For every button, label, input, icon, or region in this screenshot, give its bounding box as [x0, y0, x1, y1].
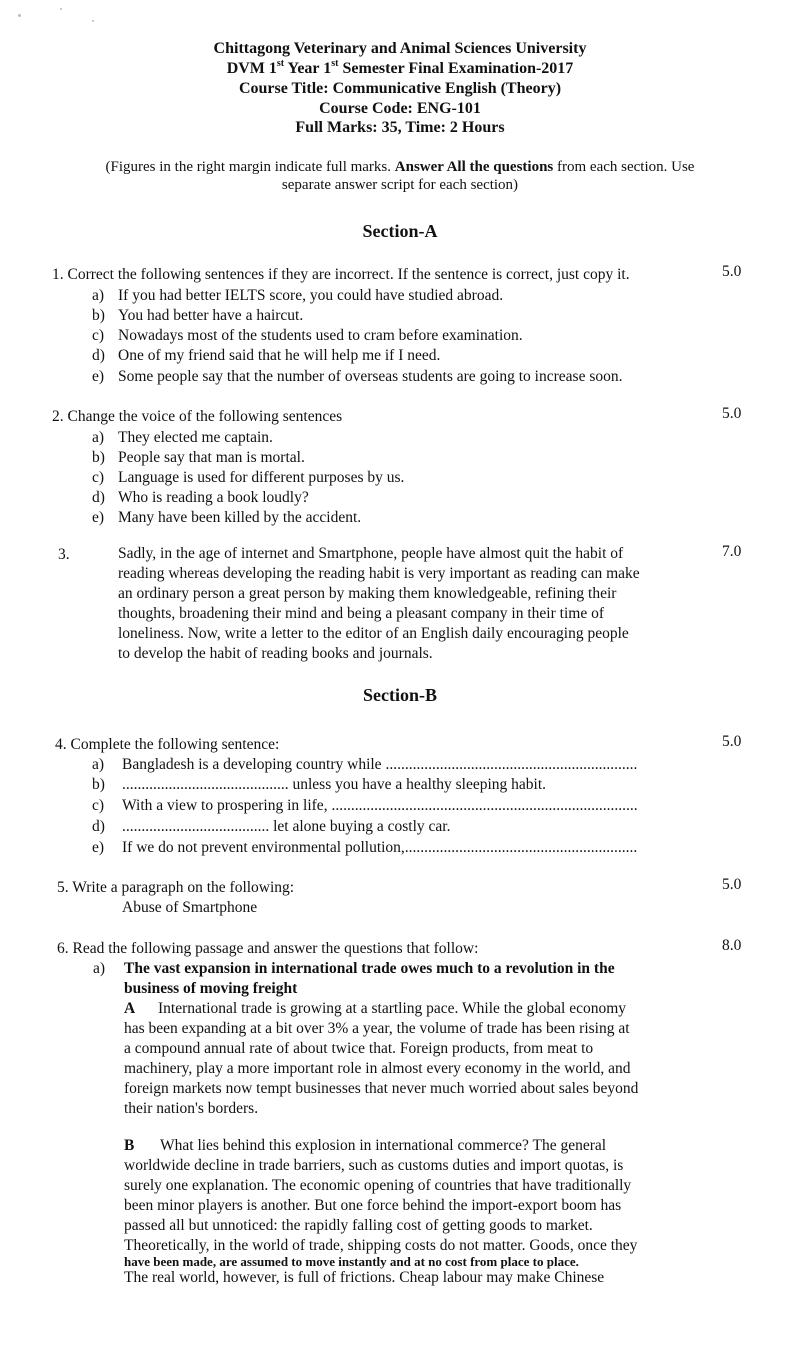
question-6-text: 6. Read the following passage and answer the questions that follow: — [57, 940, 479, 957]
question-4-text: 4. Complete the following sentence: — [55, 736, 280, 753]
course-title: Course Title: Communicative English (Theory) — [238, 80, 562, 97]
section-b-title: Section-B — [363, 685, 437, 705]
marks-time: Full Marks: 35, Time: 2 Hours — [295, 119, 505, 136]
q4-item-label: b) — [92, 776, 105, 793]
q2-item-text: Many have been killed by the accident. — [118, 509, 362, 526]
q4-item-text: Bangladesh is a developing country while ................................................................. — [122, 756, 638, 773]
q4-item-text: If we do not prevent environmental pollution,............................................................ — [122, 839, 638, 856]
course-code: Course Code: ENG-101 — [319, 100, 481, 117]
q1-item-text: You had better have a haircut. — [118, 307, 304, 324]
question-5-marks: 5.0 — [722, 876, 742, 893]
q3-line: loneliness. Now, write a letter to the editor of an English daily encouraging people — [118, 625, 629, 642]
section-a-title: Section-A — [362, 221, 438, 241]
q1-item-text: Nowadays most of the students used to cram before examination. — [118, 327, 523, 344]
question-3-marks: 7.0 — [722, 543, 742, 560]
paragraph-b-line: The real world, however, is full of frictions. Cheap labour may make Chinese — [124, 1269, 605, 1286]
q4-item-label: a) — [92, 756, 105, 773]
exam-title: DVM 1st Year 1st Semester Final Examination-2017 — [226, 58, 574, 77]
paragraph-a-line: foreign markets now tempt businesses that never much worried about sales beyond — [124, 1080, 639, 1097]
paragraph-b-line: worldwide decline in trade barriers, such as customs duties and import quotas, is — [124, 1157, 624, 1174]
question-5-text: 5. Write a paragraph on the following: — [57, 879, 295, 896]
question-2-marks: 5.0 — [722, 405, 742, 422]
q5-topic: Abuse of Smartphone — [122, 899, 258, 916]
paragraph-a-label: A — [124, 1000, 136, 1017]
question-3-number: 3. — [58, 546, 70, 563]
q4-item-text: ........................................... unless you have a healthy sleeping habit. — [122, 776, 547, 793]
question-2-text: 2. Change the voice of the following sentences — [52, 408, 343, 425]
q4-item-text: With a view to prospering in life, ............................................................................... — [122, 797, 638, 814]
q3-line: Sadly, in the age of internet and Smartphone, people have almost quit the habit of — [118, 545, 624, 562]
university-name: Chittagong Veterinary and Animal Sciences University — [213, 40, 587, 57]
q4-item-text: ...................................... let alone buying a costly car. — [122, 818, 451, 835]
instructions: (Figures in the right margin indicate full marks. Answer All the questions from each section. Use separate answer script for each section) — [105, 159, 695, 193]
paragraph-a-line: a compound annual rate of about twice that. Foreign products, from meat to — [124, 1040, 594, 1057]
paragraph-a-line: their nation's borders. — [124, 1100, 259, 1117]
q1-item-label: e) — [92, 368, 105, 385]
question-1-text: 1. Correct the following sentences if they are incorrect. If the sentence is correct, just copy it. — [52, 266, 630, 283]
paragraph-a-line: International trade is growing at a startling pace. While the global economy — [158, 1000, 627, 1017]
q1-item-text: One of my friend said that he will help me if I need. — [118, 347, 441, 364]
paragraph-b-line: been minor players is another. But one force behind the import-export boom has — [124, 1197, 622, 1214]
paragraph-a-line: has been expanding at a bit over 3% a year, the volume of trade has been rising at — [124, 1020, 630, 1037]
q3-line: thoughts, broadening their mind and being a pleasant company in their time of — [118, 605, 604, 622]
q2-item-label: a) — [92, 429, 105, 446]
passage-heading-line: business of moving freight — [124, 980, 298, 997]
paragraph-b-line: What lies behind this explosion in international commerce? The general — [160, 1137, 607, 1154]
paragraph-b-line: Theoretically, in the world of trade, shipping costs do not matter. Goods, once they — [124, 1237, 638, 1254]
q6-sub-label: a) — [93, 960, 106, 977]
q2-item-label: c) — [92, 469, 105, 486]
scan-speck — [18, 14, 21, 17]
q2-item-text: People say that man is mortal. — [118, 449, 305, 466]
q4-item-label: e) — [92, 839, 105, 856]
q1-item-label: c) — [92, 327, 105, 344]
q1-item-text: If you had better IELTS score, you could have studied abroad. — [118, 287, 504, 304]
passage-heading-line: The vast expansion in international trade owes much to a revolution in the — [124, 960, 615, 977]
q1-item-label: a) — [92, 287, 105, 304]
q2-item-text: Language is used for different purposes by us. — [118, 469, 405, 486]
q2-item-text: They elected me captain. — [118, 429, 273, 446]
question-6-marks: 8.0 — [722, 937, 742, 954]
q2-item-text: Who is reading a book loudly? — [118, 489, 309, 506]
paragraph-a-line: machinery, play a more important role in almost every economy in the world, and — [124, 1060, 631, 1077]
scan-speck — [60, 8, 62, 10]
q1-item-text: Some people say that the number of overseas students are going to increase soon. — [118, 368, 623, 385]
q3-line: an ordinary person a great person by making them knowledgeable, refining their — [118, 585, 617, 602]
q2-item-label: b) — [92, 449, 105, 466]
q3-line: reading whereas developing the reading habit is very important as reading can make — [118, 565, 640, 582]
q4-item-label: c) — [92, 797, 105, 814]
q4-item-label: d) — [92, 818, 105, 835]
paragraph-b-line: surely one explanation. The economic opening of countries that have traditionally — [124, 1177, 632, 1194]
q3-line: to develop the habit of reading books and journals. — [118, 645, 433, 662]
q2-item-label: d) — [92, 489, 105, 506]
q2-item-label: e) — [92, 509, 105, 526]
paragraph-b-label: B — [124, 1137, 135, 1154]
question-1-marks: 5.0 — [722, 263, 742, 280]
paragraph-b-line: have been made, are assumed to move instantly and at no cost from place to place. — [124, 1254, 579, 1269]
q1-item-label: d) — [92, 347, 105, 364]
scan-speck — [92, 20, 94, 22]
q1-item-label: b) — [92, 307, 105, 324]
paragraph-b-line: passed all but unnoticed: the rapidly falling cost of getting goods to market. — [124, 1217, 593, 1234]
question-4-marks: 5.0 — [722, 733, 742, 750]
